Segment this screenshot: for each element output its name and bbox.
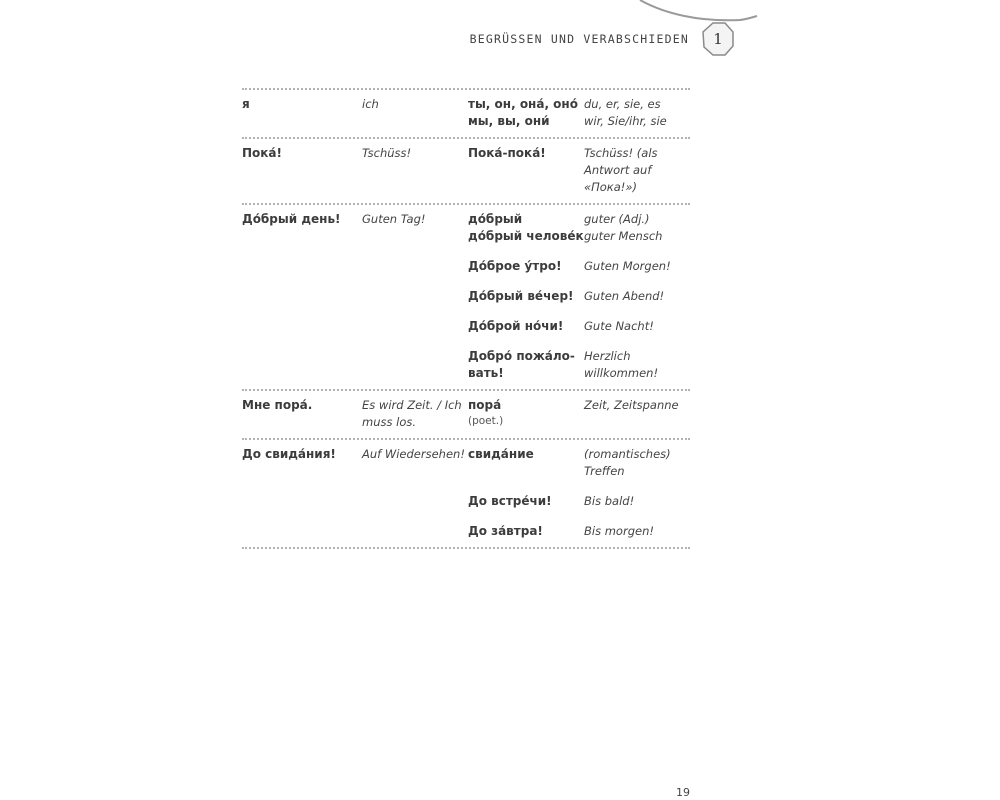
russian-phrase <box>242 397 362 414</box>
vocabulary-table <box>242 88 690 549</box>
russian-related-line: До́брый ве́чер! <box>468 289 574 303</box>
german-related <box>584 523 690 540</box>
german-related <box>584 211 690 245</box>
russian-related-line: вать! <box>468 366 504 380</box>
russian-related <box>468 258 584 275</box>
russian-phrase <box>242 145 362 162</box>
russian-related <box>468 348 584 382</box>
german-translation-line: Tschüss! <box>362 146 412 160</box>
german-translation <box>362 145 468 162</box>
russian-related-line: До́брой но́чи! <box>468 319 564 333</box>
russian-related <box>468 523 584 540</box>
russian-related-line: Добро́ пожа́ло- <box>468 349 575 363</box>
vocab-row <box>242 96 690 130</box>
russian-related-line: Пока́-пока́! <box>468 146 546 160</box>
russian-phrase-line: Пока́! <box>242 146 283 160</box>
german-related-line: du, er, sie, es <box>584 97 661 111</box>
russian-related-line: до́брый <box>468 212 523 226</box>
german-related <box>584 96 690 130</box>
russian-related <box>468 446 584 463</box>
german-related-line: guter Mensch <box>584 229 663 243</box>
vocab-entry <box>242 205 690 389</box>
vocab-entry <box>242 391 690 438</box>
german-related <box>584 288 690 305</box>
german-related <box>584 397 690 414</box>
german-related-line: Tschüss! (als <box>584 146 658 160</box>
german-related <box>584 446 690 480</box>
vocab-row <box>242 258 690 275</box>
german-related-line: Treffen <box>584 464 625 478</box>
german-related-line: Bis bald! <box>584 494 635 508</box>
german-translation <box>362 96 468 113</box>
vocab-row <box>242 523 690 540</box>
russian-related-line: свида́ние <box>468 447 534 461</box>
russian-related-line: пора́ <box>468 398 502 412</box>
vocab-row <box>242 397 690 431</box>
page-number: 19 <box>676 786 690 799</box>
russian-related-line: До встре́чи! <box>468 494 552 508</box>
dotted-divider <box>242 547 690 549</box>
german-related-line: Antwort auf <box>584 163 652 177</box>
german-related-line: Herzlich <box>584 349 631 363</box>
usage-note: (poet.) <box>468 415 504 427</box>
german-translation-line: Es wird Zeit. / Ich <box>362 398 462 412</box>
russian-related-line: До́брое у́тро! <box>468 259 562 273</box>
vocab-entry <box>242 90 690 137</box>
russian-phrase <box>242 96 362 113</box>
german-related <box>584 145 690 196</box>
german-translation <box>362 446 468 463</box>
russian-phrase <box>242 211 362 228</box>
russian-related <box>468 318 584 335</box>
german-related <box>584 493 690 510</box>
german-translation <box>362 211 468 228</box>
german-translation-line: Guten Tag! <box>362 212 426 226</box>
russian-related <box>468 493 584 510</box>
vocab-row <box>242 446 690 480</box>
russian-related-line: до́брый челове́к <box>468 229 584 243</box>
german-related-line: willkommen! <box>584 366 659 380</box>
german-related-line: wir, Sie/ihr, sie <box>584 114 667 128</box>
russian-related-line: ты, он, она́, оно́ <box>468 97 578 111</box>
german-related <box>584 318 690 335</box>
russian-phrase <box>242 446 362 463</box>
russian-related <box>468 288 584 305</box>
german-related-line: Guten Morgen! <box>584 259 671 273</box>
german-translation-line: ich <box>362 97 379 111</box>
german-related-line: Guten Abend! <box>584 289 665 303</box>
russian-related-line: мы, вы, они́ <box>468 114 550 128</box>
german-related-line: Bis morgen! <box>584 524 654 538</box>
german-related <box>584 258 690 275</box>
german-related-line: (romantisches) <box>584 447 671 461</box>
german-related-line: guter (Adj.) <box>584 212 650 226</box>
chapter-number: 1 <box>713 30 723 48</box>
german-translation-line: Auf Wiedersehen! <box>362 447 465 461</box>
vocab-row <box>242 493 690 510</box>
running-header: BEGRÜSSEN UND VERABSCHIEDEN <box>469 32 689 46</box>
german-related-line: Gute Nacht! <box>584 319 654 333</box>
german-related <box>584 348 690 382</box>
russian-phrase-line: До́брый день! <box>242 212 341 226</box>
vocab-entry <box>242 440 690 547</box>
german-translation-line: muss los. <box>362 415 417 429</box>
russian-phrase-line: До свида́ния! <box>242 447 336 461</box>
russian-phrase-line: Мне пора́. <box>242 398 313 412</box>
russian-related <box>468 145 584 162</box>
vocab-row <box>242 145 690 196</box>
german-related-line: Zeit, Zeitspanne <box>584 398 679 412</box>
vocab-entry <box>242 139 690 203</box>
russian-related <box>468 211 584 245</box>
german-translation <box>362 397 468 431</box>
vocab-row <box>242 348 690 382</box>
vocab-row <box>242 211 690 245</box>
german-related-line: «Пока!») <box>584 180 637 194</box>
russian-phrase-line: я <box>242 97 250 111</box>
russian-related <box>468 397 584 429</box>
russian-related-line: До за́втра! <box>468 524 543 538</box>
vocab-row <box>242 288 690 305</box>
vocab-row <box>242 318 690 335</box>
russian-related <box>468 96 584 130</box>
